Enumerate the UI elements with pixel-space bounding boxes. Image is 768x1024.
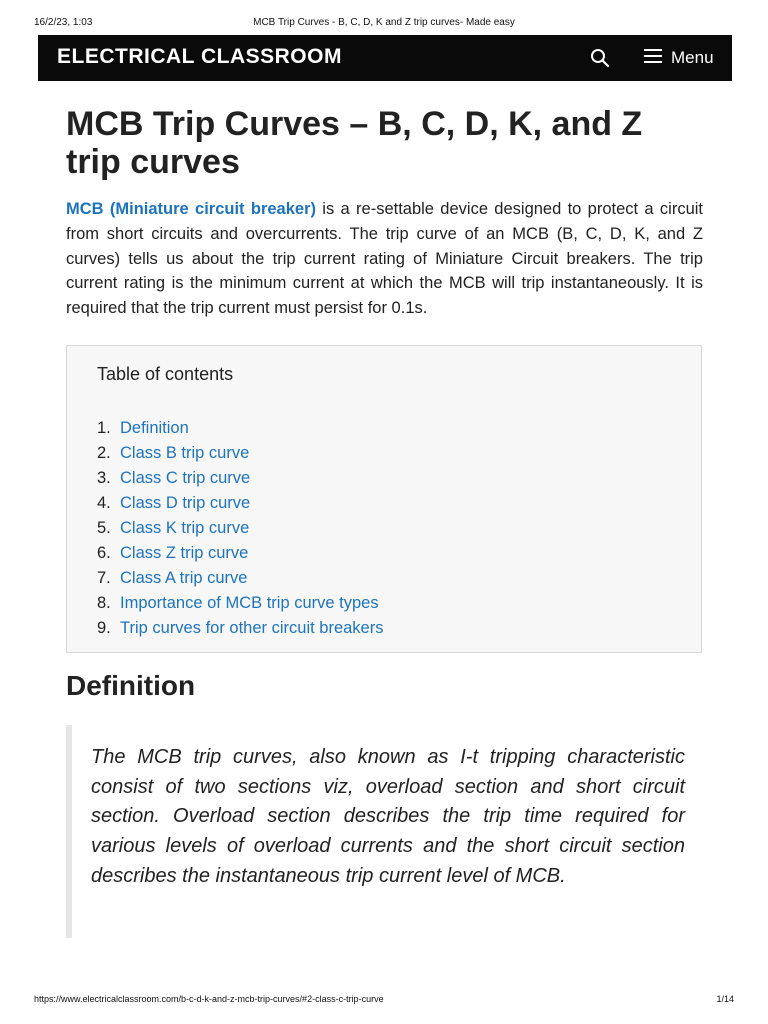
print-page-number: 1/14 bbox=[716, 994, 734, 1004]
site-navbar bbox=[38, 35, 732, 81]
toc-item-class-c bbox=[97, 466, 383, 491]
toc-number: 1. bbox=[97, 419, 111, 437]
menu-label: Menu bbox=[671, 48, 714, 67]
toc-link-other-breakers[interactable]: Trip curves for other circuit breakers bbox=[120, 619, 384, 637]
site-brand[interactable]: ELECTRICAL CLASSROOM bbox=[57, 45, 342, 68]
toc-item-other-breakers bbox=[97, 616, 383, 641]
toc-link-definition[interactable]: Definition bbox=[120, 419, 189, 437]
toc-number: 5. bbox=[97, 519, 111, 537]
toc-number: 9. bbox=[97, 619, 111, 637]
print-header bbox=[34, 17, 734, 29]
hamburger-icon bbox=[644, 49, 662, 68]
toc-item-class-a bbox=[97, 566, 383, 591]
toc-item-class-b bbox=[97, 441, 383, 466]
definition-quote-text: The MCB trip curves, also known as I-t tripping characteristic consist of two sections viz, overload section and short circuit section. Overload section describes the trip time required for various levels of overload currents and the short circuit section describes the instantaneous trip current level of MCB. bbox=[91, 746, 685, 887]
toc-title: Table of contents bbox=[97, 364, 234, 384]
toc-item-importance bbox=[97, 591, 383, 616]
toc-list bbox=[97, 416, 383, 641]
print-document-title: MCB Trip Curves - B, C, D, K and Z trip curves- Made easy bbox=[253, 17, 515, 28]
toc-number: 4. bbox=[97, 494, 111, 512]
toc-item-definition bbox=[97, 416, 383, 441]
toc-link-class-k[interactable]: Class K trip curve bbox=[120, 519, 250, 537]
toc-item-class-k bbox=[97, 516, 383, 541]
definition-heading: Definition bbox=[66, 670, 196, 701]
toc-number: 3. bbox=[97, 469, 111, 487]
print-footer bbox=[34, 994, 734, 1006]
toc-number: 7. bbox=[97, 569, 111, 587]
toc-link-class-a[interactable]: Class A trip curve bbox=[120, 569, 248, 587]
toc-link-importance[interactable]: Importance of MCB trip curve types bbox=[120, 594, 379, 612]
table-of-contents bbox=[66, 345, 702, 653]
toc-link-class-c[interactable]: Class C trip curve bbox=[120, 469, 251, 487]
toc-link-class-b[interactable]: Class B trip curve bbox=[120, 444, 250, 462]
search-icon[interactable] bbox=[589, 47, 611, 69]
intro-text: is a re-settable device designed to protect a circuit from short circuits and overcurrents. The trip curve of an MCB (B, C, D, K, and Z curves) tells us about the trip current rating of Miniature Circuit breakers. The trip current rating is the minimum current at which the MCB will trip instantaneously. It is required that the trip current must persist for 0.1s. bbox=[66, 200, 703, 318]
print-url: https://www.electricalclassroom.com/b-c-d-k-and-z-mcb-trip-curves/#2-class-c-trip-curve bbox=[34, 994, 384, 1004]
toc-number: 2. bbox=[97, 444, 111, 462]
toc-item-class-z bbox=[97, 541, 383, 566]
toc-link-class-z[interactable]: Class Z trip curve bbox=[120, 544, 249, 562]
toc-number: 6. bbox=[97, 544, 111, 562]
toc-item-class-d bbox=[97, 491, 383, 516]
print-date: 16/2/23, 1:03 bbox=[34, 17, 93, 28]
menu-button[interactable] bbox=[644, 46, 714, 70]
mcb-link[interactable]: MCB (Miniature circuit breaker) bbox=[66, 200, 316, 218]
page-title: MCB Trip Curves – B, C, D, K, and Z trip curves bbox=[66, 105, 643, 181]
intro-paragraph bbox=[66, 197, 703, 321]
toc-link-class-d[interactable]: Class D trip curve bbox=[120, 494, 251, 512]
definition-blockquote bbox=[66, 725, 703, 938]
toc-number: 8. bbox=[97, 594, 111, 612]
